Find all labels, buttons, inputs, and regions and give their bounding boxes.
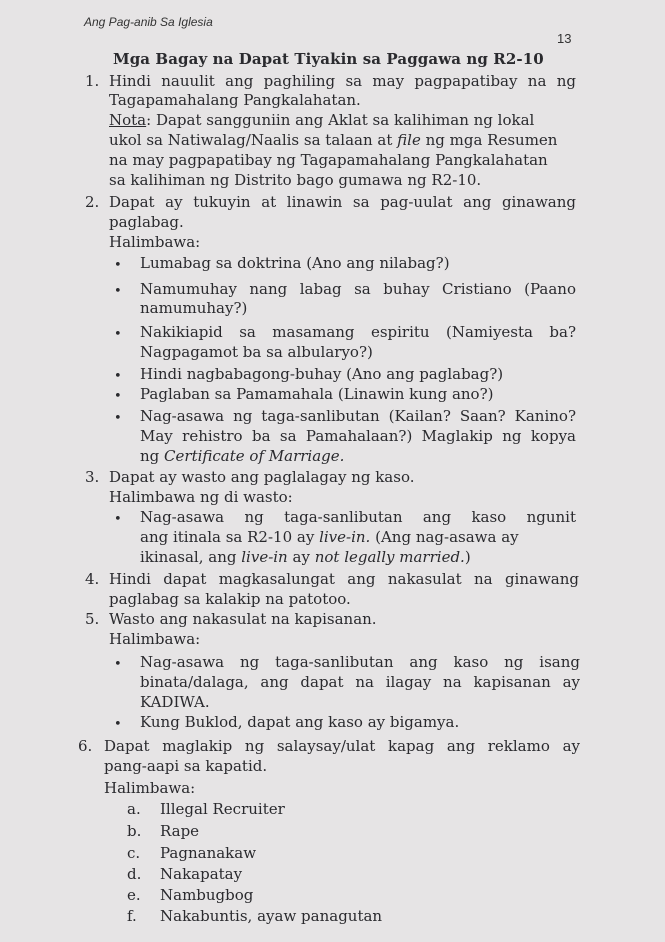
bullet-text-part: ng [140, 447, 160, 465]
item-text: Wasto ang nakasulat na kapisanan. [109, 610, 377, 628]
bullet-text-part: ang itinala sa R2-10 ay [140, 528, 315, 546]
bullet-text: Nagpagamot ba sa albularyo?) [140, 343, 373, 361]
bullet-text: Nag-asawa ng taga-sanlibutan ang kaso ngunit [140, 508, 576, 526]
item-text: Tagapamahalang Pangkalahatan. [109, 91, 361, 109]
nota-line: sa kalihiman ng Distrito bago gumawa ng R2-10. [109, 171, 482, 189]
example-label: Halimbawa ng di wasto: [109, 488, 293, 506]
nota-text: ukol sa Natiwalag/Naalis sa talaan at [109, 131, 393, 149]
item-text: Dapat ay tukuyin at linawin sa pag-uulat ang ginawang [109, 193, 576, 211]
bullet-text: KADIWA. [140, 693, 210, 711]
bullet-text: Kung Buklod, dapat ang kaso ay bigamya. [140, 713, 460, 731]
item-number: 5. [85, 610, 100, 628]
bullet-text: Namumuhay nang labag sa buhay Cristiano (Paano [140, 280, 576, 298]
page-title: Mga Bagay na Dapat Tiyakin sa Paggawa ng R2-10 [113, 50, 544, 68]
sub-letter: e. [127, 886, 141, 904]
bullet: • [114, 258, 122, 273]
item-text: Hindi dapat magkasalungat ang nakasulat na ginawang [109, 570, 579, 588]
bullet-text [140, 447, 344, 467]
page-number: 13 [557, 31, 572, 46]
nota-line: na may pagpapatibay ng Tagapamahalang Pangkalahatan [109, 151, 548, 169]
item-number: 2. [85, 193, 100, 211]
sub-item-text: Pagnanakaw [160, 844, 257, 862]
item-text: Dapat maglakip ng salaysay/ulat kapag ang reklamo ay [104, 737, 580, 755]
bullet-italic: live-in. [319, 528, 371, 546]
bullet: • [114, 657, 122, 672]
bullet-italic: Certificate of Marriage. [164, 447, 345, 465]
sub-letter: b. [127, 822, 142, 840]
sub-item-text: Nakabuntis, ayaw panagutan [160, 907, 383, 925]
item-text: pang-aapi sa kapatid. [104, 757, 268, 775]
example-label: Halimbawa: [109, 233, 201, 251]
bullet-text: Paglaban sa Pamamahala (Linawin kung ano?) [140, 385, 494, 403]
bullet-text [140, 528, 519, 548]
bullet-text-part: ) [464, 548, 471, 566]
running-head: Ang Pag-anib Sa Iglesia [84, 15, 213, 29]
sub-letter: a. [127, 800, 141, 818]
bullet-text: May rehistro ba sa Pamahalaan?) Maglakip ng kopya [140, 427, 576, 445]
nota-line [109, 111, 534, 131]
nota-label: Nota [109, 111, 147, 129]
bullet-italic: not legally married. [314, 548, 465, 566]
bullet-text: binata/dalaga, ang dapat na ilagay na kapisanan ay [140, 673, 580, 691]
bullet-text: Nag-asawa ng taga-sanlibutan ang kaso ng isang [140, 653, 580, 671]
bullet: • [114, 411, 122, 426]
bullet: • [114, 327, 122, 342]
item-text: paglabag sa kalakip na patotoo. [109, 590, 351, 608]
bullet-text: Lumabag sa doktrina (Ano ang nilabag?) [140, 254, 450, 272]
item-number: 4. [85, 570, 100, 588]
bullet-text: Nag-asawa ng taga-sanlibutan (Kailan? Saan? Kanino? [140, 407, 576, 425]
sub-item-text: Illegal Recruiter [160, 800, 285, 818]
item-number: 6. [78, 737, 93, 755]
sub-item-text: Nambugbog [160, 886, 254, 904]
bullet: • [114, 284, 122, 299]
nota-text: ng mga Resumen [425, 131, 558, 149]
bullet-text-part: (Ang nag-asawa ay [375, 528, 519, 546]
item-text: paglabag. [109, 213, 184, 231]
bullet: • [114, 389, 122, 404]
bullet-text [140, 548, 471, 568]
sub-item-text: Rape [160, 822, 200, 840]
bullet: • [114, 717, 122, 732]
bullet: • [114, 369, 122, 384]
nota-line [109, 131, 557, 151]
bullet-text: namumuhay?) [140, 299, 248, 317]
bullet-text: Nakikiapid sa masamang espiritu (Namiyesta ba? [140, 323, 576, 341]
bullet-italic: live-in [241, 548, 288, 566]
example-label: Halimbawa: [109, 630, 201, 648]
sub-letter: c. [127, 844, 141, 862]
example-label: Halimbawa: [104, 779, 196, 797]
sub-item-text: Nakapatay [160, 865, 243, 883]
bullet-text-part: ikinasal, ang [140, 548, 237, 566]
item-number: 3. [85, 468, 100, 486]
bullet-text-part: ay [292, 548, 310, 566]
bullet: • [114, 512, 122, 527]
sub-letter: d. [127, 865, 142, 883]
bullet-text: Hindi nagbabagong-buhay (Ano ang paglabag?) [140, 365, 504, 383]
item-text: Hindi nauulit ang paghiling sa may pagpapatibay na ng [109, 72, 576, 90]
sub-letter: f. [127, 907, 137, 925]
item-text: Dapat ay wasto ang paglalagay ng kaso. [109, 468, 415, 486]
item-number: 1. [85, 72, 100, 90]
nota-italic: file [397, 131, 421, 149]
nota-text: : Dapat sangguniin ang Aklat sa kalihiman ng lokal [146, 111, 535, 129]
